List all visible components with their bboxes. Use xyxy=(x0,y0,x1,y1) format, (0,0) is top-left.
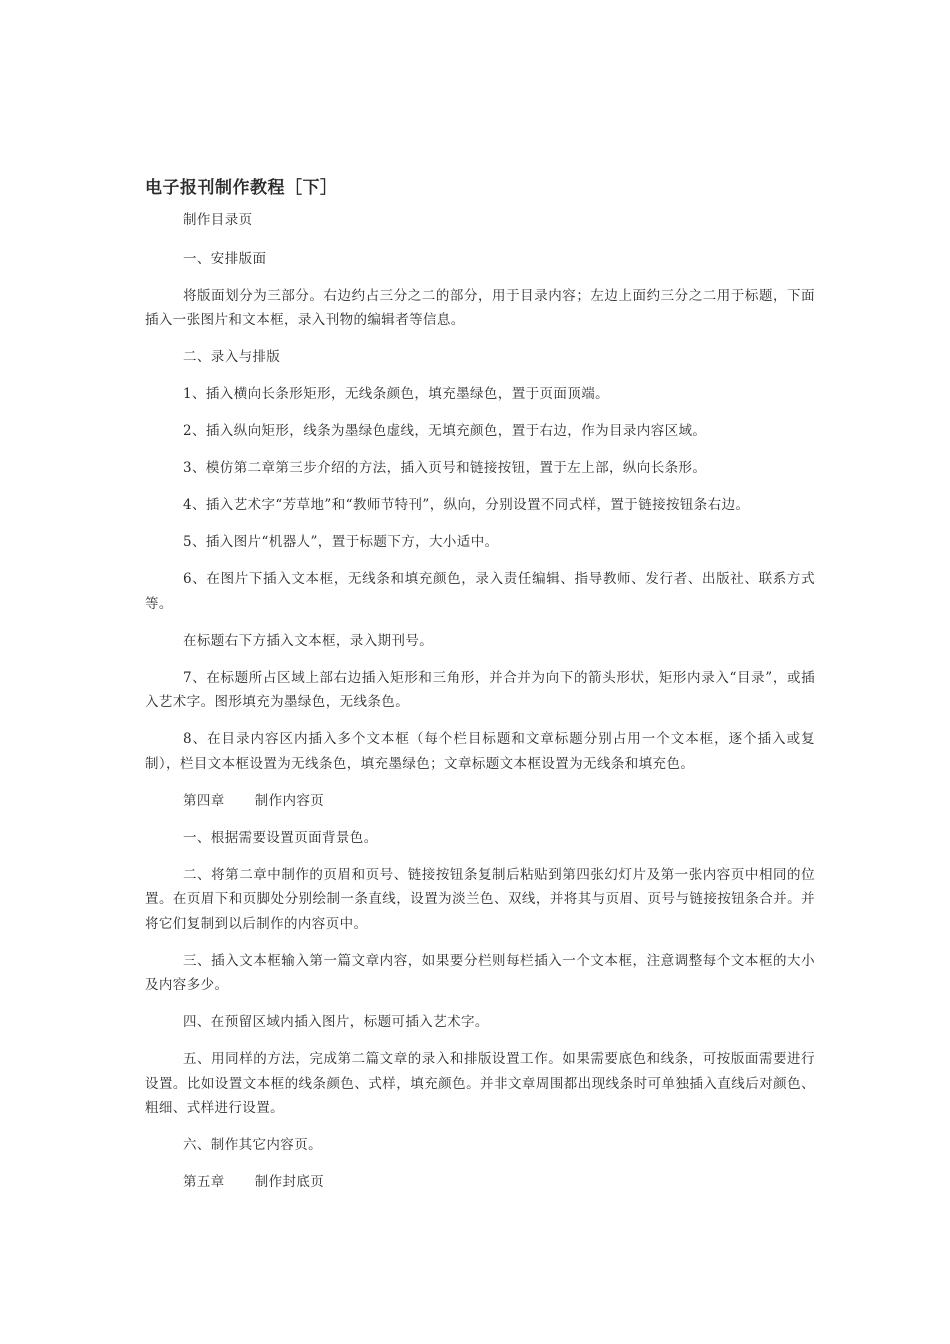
document-page xyxy=(145,176,815,1207)
step-item: 3、模仿第二章第三步介绍的方法，插入页号和链接按钮，置于左上部，纵向长条形。 xyxy=(183,460,707,476)
chapter-heading xyxy=(145,1170,815,1195)
step-item: 5、插入图片“机器人”，置于标题下方，大小适中。 xyxy=(183,534,499,550)
chapter-heading xyxy=(145,789,815,814)
step-item: 6、在图片下插入文本框，无线条和填充颜色，录入责任编辑、指导教师、发行者、出版社、联系方式等。 xyxy=(145,571,815,612)
step-item: 三、插入文本框输入第一篇文章内容，如果要分栏则每栏插入一个文本框，注意调整每个文本框的大小及内容多少。 xyxy=(145,952,815,993)
body-paragraph: 在标题右下方插入文本框，录入期刊号。 xyxy=(183,632,434,649)
step-item: 8、在目录内容区内插入多个文本框（每个栏目标题和文章标题分别占用一个文本框，逐个插入或复制），栏目文本框设置为无线条色，填充墨绿色；文章标题文本框设置为无线条和填充色。 xyxy=(145,731,815,772)
chapter-label: 第四章 xyxy=(183,792,225,809)
step-item: 五、用同样的方法，完成第二篇文章的录入和排版设置工作。如果需要底色和线条，可按版面需要进行设置。比如设置文本框的线条颜色、式样，填充颜色。并非文章周围都出现线条时可单独插入直线后对颜色、粗细、式样进行设置。 xyxy=(145,1051,815,1116)
step-item: 二、将第二章中制作的页眉和页号、链接按钮条复制后粘贴到第四张幻灯片及第一张内容页中相同的位置。在页眉下和页脚处分别绘制一条直线，设置为淡兰色、双线，并将其与页眉、页号与链接按钮条合并。并将它们复制到以后制作的内容页中。 xyxy=(145,866,815,932)
chapter-title: 制作内容页 xyxy=(254,792,325,809)
step-item: 四、在预留区域内插入图片，标题可插入艺术字。 xyxy=(183,1014,489,1030)
body-paragraph: 将版面划分为三部分。右边约占三分之二的部分，用于目录内容；左边上面约三分之二用于标题，下面插入一张图片和文本框，录入刊物的编辑者等信息。 xyxy=(145,287,815,328)
document-title: 电子报刊制作教程［下］ xyxy=(145,178,338,198)
step-item: 六、制作其它内容页。 xyxy=(183,1137,322,1153)
step-item: 2、插入纵向矩形，线条为墨绿色虚线，无填充颜色，置于右边，作为目录内容区域。 xyxy=(183,423,707,439)
step-item: 7、在标题所占区域上部右边插入矩形和三角形，并合并为向下的箭头形状，矩形内录入“目录”，或插入艺术字。图形填充为墨绿色，无线条色。 xyxy=(145,669,815,710)
chapter-title: 制作封底页 xyxy=(254,1174,325,1190)
chapter-label: 第五章 xyxy=(183,1174,225,1190)
section-heading: 制作目录页 xyxy=(183,212,253,228)
step-item: 1、插入横向长条形矩形，无线条颜色，填充墨绿色，置于页面顶端。 xyxy=(183,386,609,402)
step-item: 一、根据需要设置页面背景色。 xyxy=(183,829,378,846)
step-item: 4、插入艺术字“芳草地”和“教师节特刊”，纵向，分别设置不同式样，置于链接按钮条右边。 xyxy=(183,497,750,513)
subsection-heading: 一、安排版面 xyxy=(183,250,267,267)
subsection-heading: 二、录入与排版 xyxy=(183,349,281,365)
